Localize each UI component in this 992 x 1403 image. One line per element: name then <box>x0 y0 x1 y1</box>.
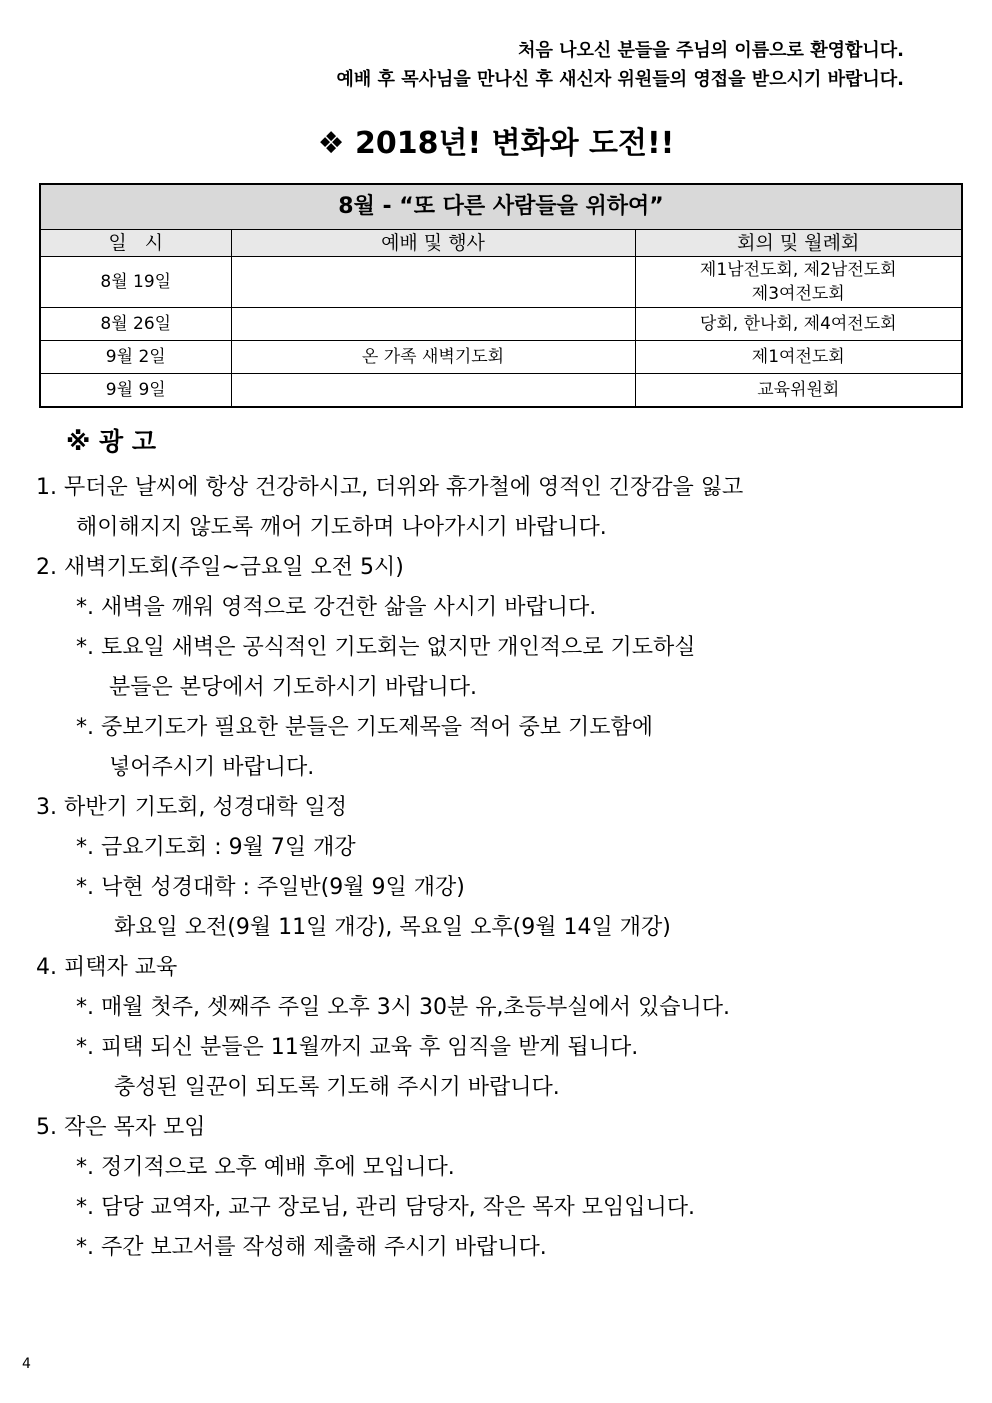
row-event <box>231 257 635 308</box>
announcement-line: *. 주간 보고서를 작성해 제출해 주시기 바랍니다. <box>76 1235 547 1260</box>
announcements-list <box>36 468 936 1268</box>
row-event <box>231 308 635 341</box>
table-row <box>40 341 962 374</box>
announcement-line: *. 피택 되신 분들은 11월까지 교육 후 임직을 받게 됩니다. <box>76 1035 639 1060</box>
announcement-line: 화요일 오전(9월 11일 개강), 목요일 오후(9월 14일 개강) <box>114 915 671 940</box>
header-date: 일 시 <box>40 230 231 257</box>
announcement-line: *. 정기적으로 오후 예배 후에 모입니다. <box>76 1155 455 1180</box>
announcement-line: *. 토요일 새벽은 공식적인 기도회는 없지만 개인적으로 기도하실 <box>76 635 696 660</box>
row-meeting: 당회, 한나회, 제4여전도회 <box>635 308 962 341</box>
header-meeting: 회의 및 월례회 <box>635 230 962 257</box>
announcement-line: 5. 작은 목자 모임 <box>36 1115 206 1140</box>
schedule-table <box>39 183 963 408</box>
announcement-line: *. 중보기도가 필요한 분들은 기도제목을 적어 중보 기도함에 <box>76 715 653 740</box>
announcement-line: 3. 하반기 기도회, 성경대학 일정 <box>36 795 347 820</box>
schedule-month-row <box>40 184 962 230</box>
row-date: 8월 26일 <box>40 308 231 341</box>
welcome-message <box>337 36 905 94</box>
row-meeting-line-2: 제3여전도회 <box>751 284 845 304</box>
announcement-line: 충성된 일꾼이 되도록 기도해 주시기 바랍니다. <box>114 1075 560 1100</box>
announcement-line: 분들은 본당에서 기도하시기 바랍니다. <box>109 675 478 700</box>
announcement-line: 해이해지지 않도록 깨어 기도하며 나아가시기 바랍니다. <box>76 515 607 540</box>
page-number: 4 <box>22 1356 31 1372</box>
announcement-line: *. 담당 교역자, 교구 장로님, 관리 담당자, 작은 목자 모임입니다. <box>76 1195 695 1220</box>
announcement-line: *. 매월 첫주, 셋째주 주일 오후 3시 30분 유,초등부실에서 있습니다. <box>76 995 730 1020</box>
announcement-line: *. 금요기도회 : 9월 7일 개강 <box>76 835 356 860</box>
table-row <box>40 374 962 408</box>
row-date: 9월 2일 <box>40 341 231 374</box>
announcement-line: *. 낙현 성경대학 : 주일반(9월 9일 개강) <box>76 875 465 900</box>
table-row <box>40 308 962 341</box>
announcement-line: *. 새벽을 깨워 영적으로 강건한 삶을 사시기 바랍니다. <box>76 595 597 620</box>
row-event: 온 가족 새벽기도회 <box>231 341 635 374</box>
announcement-line: 넣어주시기 바랍니다. <box>109 755 315 780</box>
announcements-heading: ※ 광 고 <box>66 427 157 456</box>
welcome-line-2: 예배 후 목사님을 만나신 후 새신자 위원들의 영접을 받으시기 바랍니다. <box>336 69 904 90</box>
header-event: 예배 및 행사 <box>231 230 635 257</box>
row-event <box>231 374 635 408</box>
announcement-line: 4. 피택자 교육 <box>36 955 178 980</box>
row-date: 8월 19일 <box>40 257 231 308</box>
announcement-line: 1. 무더운 날씨에 항상 건강하시고, 더위와 휴가철에 영적인 긴장감을 잃고 <box>36 475 744 500</box>
announcement-line: 2. 새벽기도회(주일~금요일 오전 5시) <box>36 555 404 580</box>
welcome-line-1: 처음 나오신 분들을 주님의 이름으로 환영합니다. <box>518 40 904 61</box>
schedule-header-row <box>40 230 962 257</box>
row-meeting <box>635 257 962 308</box>
row-meeting: 제1여전도회 <box>635 341 962 374</box>
schedule-month-title: 8월 - “또 다른 사람들을 위하여” <box>40 184 962 230</box>
row-date: 9월 9일 <box>40 374 231 408</box>
page-title: ❖ 2018년! 변화와 도전!! <box>317 126 675 161</box>
row-meeting: 교육위원회 <box>635 374 962 408</box>
row-meeting-line-1: 제1남전도회, 제2남전도회 <box>699 260 897 280</box>
table-row <box>40 257 962 308</box>
